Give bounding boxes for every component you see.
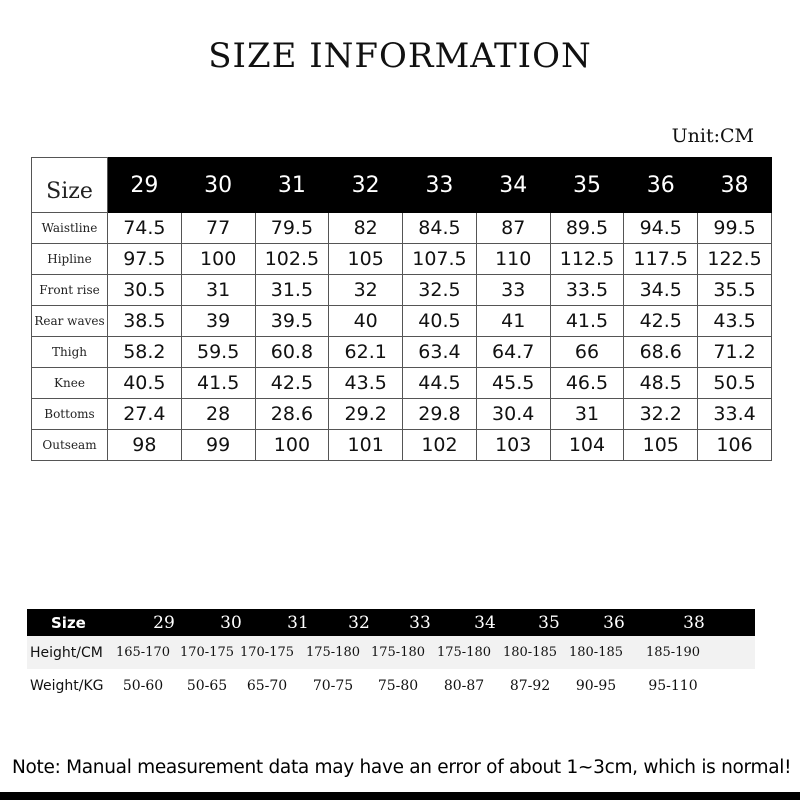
- measurement-cell: 45.5: [476, 368, 550, 399]
- measurement-cell: 117.5: [624, 244, 698, 275]
- measurement-cell: 97.5: [108, 244, 182, 275]
- unit-label: Unit:CM: [671, 125, 754, 147]
- measurement-cell: 30.4: [476, 399, 550, 430]
- measurement-cell: 43.5: [698, 306, 772, 337]
- measurement-row-label: Knee: [32, 368, 108, 399]
- weight-row-label: Weight/KG: [30, 677, 104, 694]
- measurement-cell: 59.5: [181, 337, 255, 368]
- measurement-cell: 31.5: [255, 275, 329, 306]
- measurement-cell: 99.5: [698, 213, 772, 244]
- height-cell: 170-175: [179, 645, 235, 660]
- measurement-cell: 38.5: [108, 306, 182, 337]
- measurement-cell: 100: [255, 430, 329, 461]
- measurement-cell: 99: [181, 430, 255, 461]
- measurement-cell: 40.5: [108, 368, 182, 399]
- body-chart-size-cell: 33: [409, 612, 431, 633]
- measurement-cell: 102.5: [255, 244, 329, 275]
- measurement-cell: 82: [329, 213, 403, 244]
- measurement-cell: 63.4: [403, 337, 477, 368]
- measurement-cell: 42.5: [624, 306, 698, 337]
- measurement-cell: 122.5: [698, 244, 772, 275]
- height-row-label: Height/CM: [30, 644, 103, 661]
- measurement-table: [31, 157, 772, 461]
- measurement-cell: 106: [698, 430, 772, 461]
- measurement-cell: 29.8: [403, 399, 477, 430]
- size-header-row: [32, 158, 772, 213]
- measurement-row-label: Thigh: [32, 337, 108, 368]
- measurement-cell: 103: [476, 430, 550, 461]
- weight-cell: 50-60: [122, 677, 164, 694]
- height-cell: 165-170: [115, 645, 171, 660]
- measurement-row: [32, 430, 772, 461]
- measurement-cell: 66: [550, 337, 624, 368]
- measurement-row: [32, 306, 772, 337]
- size-header-cell: 35: [550, 158, 624, 213]
- measurement-cell: 62.1: [329, 337, 403, 368]
- measurement-cell: 105: [329, 244, 403, 275]
- body-chart-size-cell: 35: [538, 612, 560, 633]
- measurement-cell: 32: [329, 275, 403, 306]
- measurement-cell: 34.5: [624, 275, 698, 306]
- measurement-cell: 41.5: [550, 306, 624, 337]
- size-header-cell: 29: [108, 158, 182, 213]
- measurement-row-label: Hipline: [32, 244, 108, 275]
- measurement-cell: 77: [181, 213, 255, 244]
- measurement-cell: 60.8: [255, 337, 329, 368]
- measurement-cell: 33: [476, 275, 550, 306]
- measurement-cell: 31: [550, 399, 624, 430]
- measurement-cell: 33.5: [550, 275, 624, 306]
- measurement-cell: 41.5: [181, 368, 255, 399]
- size-header-cell: 30: [181, 158, 255, 213]
- measurement-row: [32, 337, 772, 368]
- measurement-row-label: Front rise: [32, 275, 108, 306]
- measurement-cell: 98: [108, 430, 182, 461]
- measurement-cell: 94.5: [624, 213, 698, 244]
- measurement-cell: 112.5: [550, 244, 624, 275]
- height-cell: 170-175: [239, 645, 295, 660]
- measurement-cell: 41: [476, 306, 550, 337]
- measurement-cell: 39.5: [255, 306, 329, 337]
- weight-cell: 70-75: [312, 677, 354, 694]
- height-cell: 180-185: [502, 645, 558, 660]
- measurement-cell: 89.5: [550, 213, 624, 244]
- height-cell: 180-185: [568, 645, 624, 660]
- size-header-label: Size: [32, 158, 108, 213]
- body-chart-size-cell: 30: [220, 612, 242, 633]
- weight-cell: 65-70: [246, 677, 288, 694]
- measurement-cell: 105: [624, 430, 698, 461]
- measurement-cell: 58.2: [108, 337, 182, 368]
- measurement-cell: 107.5: [403, 244, 477, 275]
- size-header-cell: 34: [476, 158, 550, 213]
- measurement-cell: 43.5: [329, 368, 403, 399]
- measurement-cell: 48.5: [624, 368, 698, 399]
- measurement-cell: 30.5: [108, 275, 182, 306]
- measurement-cell: 31: [181, 275, 255, 306]
- weight-cell: 95-110: [648, 677, 698, 694]
- measurement-cell: 110: [476, 244, 550, 275]
- weight-cell: 50-65: [186, 677, 228, 694]
- height-cell: 185-190: [645, 645, 701, 660]
- body-chart-header: [27, 609, 755, 636]
- bottom-bar: [0, 792, 800, 800]
- measurement-cell: 71.2: [698, 337, 772, 368]
- measurement-cell: 68.6: [624, 337, 698, 368]
- weight-cell: 87-92: [509, 677, 551, 694]
- measurement-cell: 87: [476, 213, 550, 244]
- measurement-cell: 79.5: [255, 213, 329, 244]
- measurement-row: [32, 368, 772, 399]
- body-chart-size-cell: 31: [287, 612, 309, 633]
- body-chart-size-cell: 38: [683, 612, 705, 633]
- measurement-cell: 28.6: [255, 399, 329, 430]
- measurement-cell: 102: [403, 430, 477, 461]
- measurement-cell: 28: [181, 399, 255, 430]
- measurement-cell: 39: [181, 306, 255, 337]
- measurement-cell: 32.2: [624, 399, 698, 430]
- size-header-cell: 31: [255, 158, 329, 213]
- weight-cell: 80-87: [443, 677, 485, 694]
- body-size-chart: [27, 609, 755, 702]
- measurement-cell: 101: [329, 430, 403, 461]
- measurement-cell: 35.5: [698, 275, 772, 306]
- size-header-cell: 33: [403, 158, 477, 213]
- measurement-cell: 74.5: [108, 213, 182, 244]
- body-chart-size-label: Size: [51, 613, 86, 632]
- measurement-row: [32, 213, 772, 244]
- measurement-cell: 84.5: [403, 213, 477, 244]
- size-header-cell: 38: [698, 158, 772, 213]
- measurement-row: [32, 275, 772, 306]
- body-chart-size-cell: 34: [474, 612, 496, 633]
- measurement-cell: 32.5: [403, 275, 477, 306]
- height-cell: 175-180: [305, 645, 361, 660]
- body-chart-size-cell: 36: [603, 612, 625, 633]
- measurement-cell: 46.5: [550, 368, 624, 399]
- measurement-cell: 104: [550, 430, 624, 461]
- measurement-cell: 40.5: [403, 306, 477, 337]
- measurement-row-label: Bottoms: [32, 399, 108, 430]
- measurement-cell: 40: [329, 306, 403, 337]
- measurement-row: [32, 244, 772, 275]
- measurement-note: Note: Manual measurement data may have an error of about 1~3cm, which is normal!: [12, 757, 792, 778]
- height-row: [27, 636, 755, 669]
- weight-cell: 75-80: [377, 677, 419, 694]
- weight-row: [27, 669, 755, 702]
- measurement-cell: 50.5: [698, 368, 772, 399]
- height-cell: 175-180: [370, 645, 426, 660]
- measurement-row-label: Rear waves: [32, 306, 108, 337]
- measurement-cell: 27.4: [108, 399, 182, 430]
- height-cell: 175-180: [436, 645, 492, 660]
- page-title: SIZE INFORMATION: [208, 36, 592, 76]
- measurement-cell: 44.5: [403, 368, 477, 399]
- size-header-cell: 36: [624, 158, 698, 213]
- measurement-row-label: Outseam: [32, 430, 108, 461]
- size-header-cell: 32: [329, 158, 403, 213]
- measurement-cell: 29.2: [329, 399, 403, 430]
- body-chart-size-cell: 29: [153, 612, 175, 633]
- measurement-cell: 64.7: [476, 337, 550, 368]
- measurement-cell: 100: [181, 244, 255, 275]
- body-chart-size-cell: 32: [348, 612, 370, 633]
- measurement-cell: 42.5: [255, 368, 329, 399]
- measurement-row: [32, 399, 772, 430]
- measurement-row-label: Waistline: [32, 213, 108, 244]
- measurement-cell: 33.4: [698, 399, 772, 430]
- weight-cell: 90-95: [575, 677, 617, 694]
